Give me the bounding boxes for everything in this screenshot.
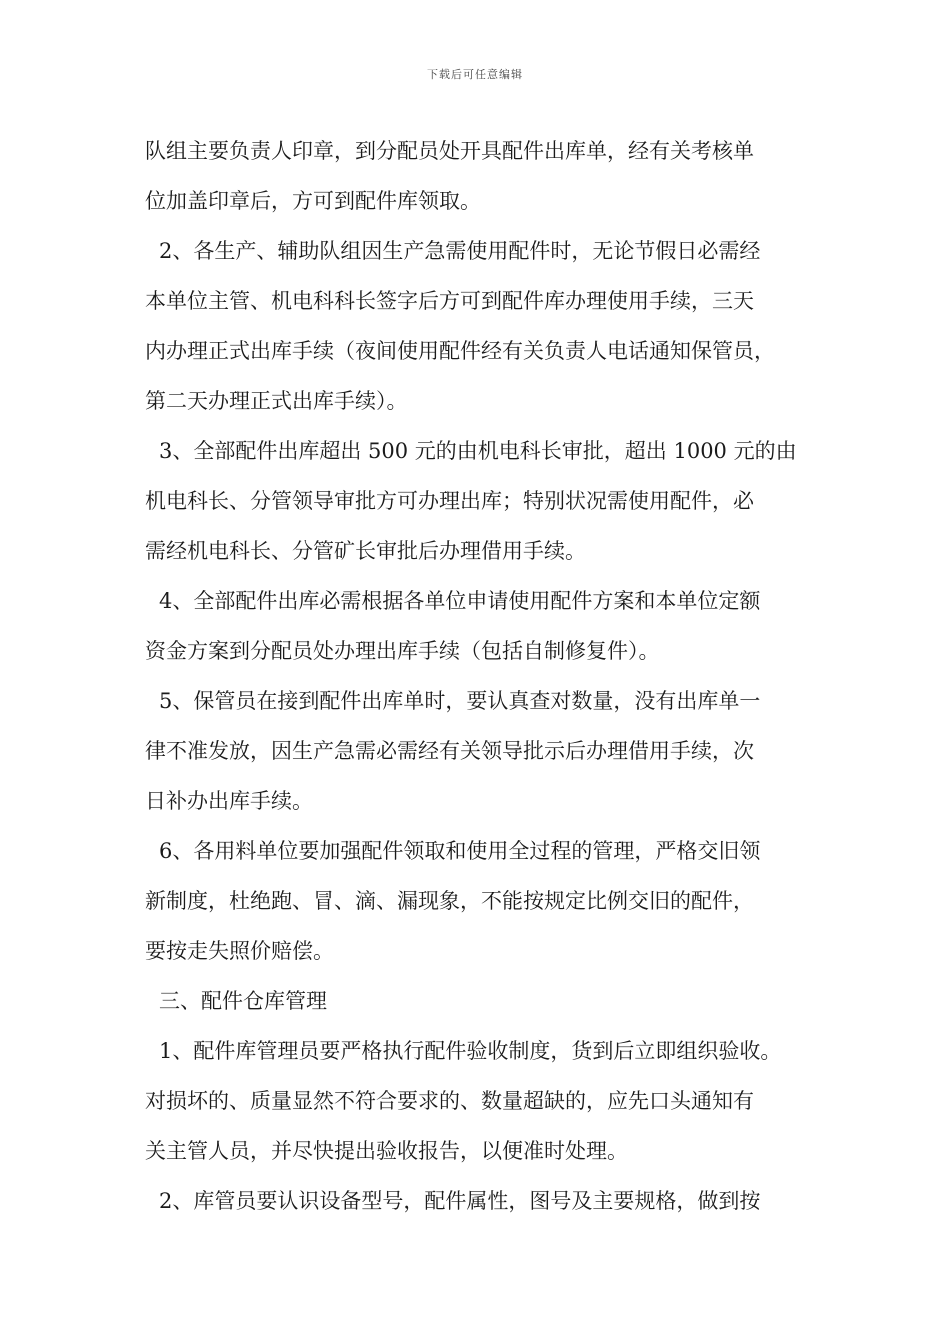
- text-line: 新制度，杜绝跑、冒、滴、漏现象，不能按规定比例交旧的配件，: [145, 889, 754, 913]
- text-line: 4、全部配件出库必需根据各单位申请使用配件方案和本单位定额: [159, 589, 761, 613]
- text-line: 队组主要负责人印章，到分配员处开具配件出库单，经有关考核单: [145, 139, 754, 163]
- text-line: 3、全部配件出库超出 500 元的由机电科长审批，超出 1000 元的由: [159, 439, 797, 463]
- section-heading: 三、配件仓库管理: [159, 989, 327, 1013]
- text-line: 关主管人员，并尽快提出验收报告，以便准时处理。: [145, 1139, 628, 1163]
- text-line: 日补办出库手续。: [145, 789, 313, 813]
- text-line: 资金方案到分配员处办理出库手续（包括自制修复件）。: [145, 639, 660, 663]
- page-header: 下载后可任意编辑: [427, 68, 523, 81]
- text-line: 位加盖印章后，方可到配件库领取。: [145, 189, 481, 213]
- text-line: 需经机电科长、分管矿长审批后办理借用手续。: [145, 539, 586, 563]
- text-line: 要按走失照价赔偿。: [145, 939, 334, 963]
- text-line: 5、保管员在接到配件出库单时，要认真查对数量，没有出库单一: [159, 689, 761, 713]
- text-line: 第二天办理正式出库手续）。: [145, 389, 408, 413]
- text-line: 本单位主管、机电科科长签字后方可到配件库办理使用手续，三天: [145, 289, 754, 313]
- text-line: 对损坏的、质量显然不符合要求的、数量超缺的，应先口头通知有: [145, 1089, 754, 1113]
- text-line: 内办理正式出库手续（夜间使用配件经有关负责人电话通知保管员，: [145, 339, 775, 363]
- text-line: 1、配件库管理员要严格执行配件验收制度，货到后立即组织验收。: [159, 1039, 782, 1063]
- text-line: 律不准发放，因生产急需必需经有关领导批示后办理借用手续，次: [145, 739, 754, 763]
- text-line: 机电科长、分管领导审批方可办理出库；特别状况需使用配件，必: [145, 489, 754, 513]
- text-line: 6、各用料单位要加强配件领取和使用全过程的管理，严格交旧领: [159, 839, 761, 863]
- text-line: 2、库管员要认识设备型号，配件属性，图号及主要规格，做到按: [159, 1189, 761, 1213]
- document-body: [145, 126, 810, 1226]
- text-line: 2、各生产、辅助队组因生产急需使用配件时，无论节假日必需经: [159, 239, 761, 263]
